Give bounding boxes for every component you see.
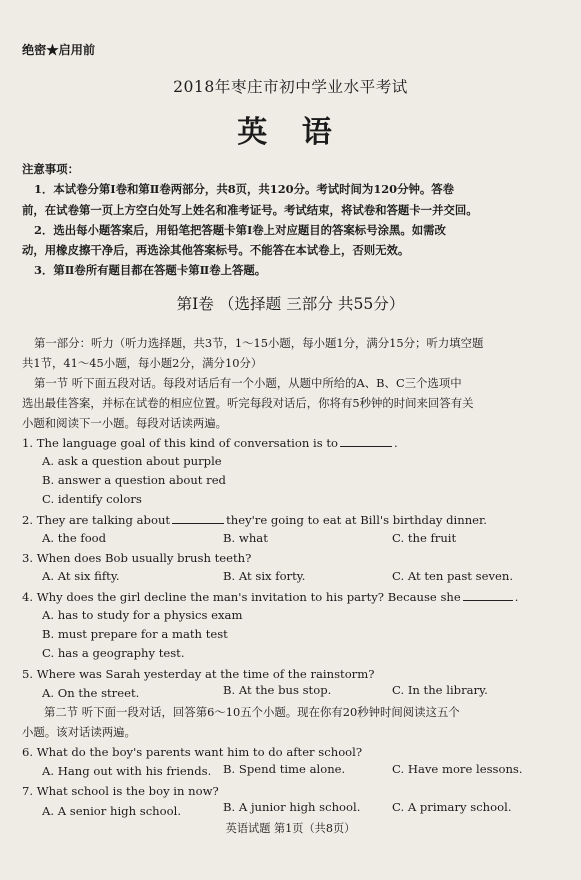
exam-title: 2018年枣庄市初中学业水平考试 [173,78,408,96]
notes-line-3: 2．选出每小题答案后，用铅笔把答题卡第Ⅰ卷上对应题目的答案标号涂黑。如需改 [34,223,446,237]
question-1-option-c: C. identify colors [42,492,142,506]
secret-mark: 绝密★启用前 [22,43,96,57]
question-5-option-c: C. In the library. [392,683,488,697]
question-4-option-b: B. must prepare for a math test [42,627,228,641]
question-7-stem: 7. What school is the boy in now? [22,784,219,798]
question-5-stem: 5. Where was Sarah yesterday at the time of the rainstorm? [22,667,375,681]
subject-title: 英 语 [237,115,344,150]
part1-title: 第Ⅰ卷 （选择题 三部分 共55分） [176,295,405,313]
question-6-stem: 6. What do the boy's parents want him to do after school? [22,745,363,759]
question-2-option-a: A. the food [42,531,107,545]
question-3-option-c: C. At ten past seven. [392,569,514,583]
question-2-stem: 2. They are talking about they're going to eat at Bill's birthday dinner. [22,513,487,527]
question-7-option-a: A. A senior high school. [42,804,182,818]
question-5-option-b: B. At the bus stop. [223,683,332,697]
question-2-option-b: B. what [223,531,268,545]
answer-blank [463,591,513,601]
question-1-stem: 1. The language goal of this kind of conversation is to . [22,436,398,450]
question-6-option-c: C. Have more lessons. [392,762,523,776]
page-footer: 英语试题 第1页（共8页） [225,822,356,835]
notes-line-5: 3．第Ⅱ卷所有题目都在答题卡第Ⅱ卷上答题。 [34,263,267,277]
part1-desc-line-2: 共1节，41～45小题，每小题2分，满分10分） [22,356,263,370]
section1-line-2: 选出最佳答案，并标在试卷的相应位置。听完每段对话后，你将有5秒钟的时间来回答有关 [22,396,474,410]
question-3-option-a: A. At six fifty. [42,569,120,583]
section1-line-1: 第一节 听下面五段对话。每段对话后有一个小题，从题中所给的A、B、C三个选项中 [34,376,462,390]
question-6-option-a: A. Hang out with his friends. [42,764,212,778]
section2-line-2: 小题。该对话读两遍。 [22,725,136,739]
question-1-option-b: B. answer a question about red [42,473,226,487]
section2-line-1: 第二节 听下面一段对话，回答第6～10五个小题。现在你有20秒钟时间阅读这五个 [44,705,460,719]
part1-desc-line-1: 第一部分：听力（听力选择题，共3节，1～15小题，每小题1分，满分15分；听力填空题 [34,336,484,350]
question-3-stem: 3. When does Bob usually brush teeth? [22,551,252,565]
answer-blank [340,437,392,447]
answer-blank [172,514,224,524]
question-4-option-c: C. has a geography test. [42,646,185,660]
notes-line-1: 1．本试卷分第Ⅰ卷和第Ⅱ卷两部分，共8页，共120分。考试时间为120分钟。答卷 [34,182,455,196]
notes-heading: 注意事项： [22,162,79,176]
question-3-option-b: B. At six forty. [223,569,306,583]
question-6-option-b: B. Spend time alone. [223,762,346,776]
question-4-stem: 4. Why does the girl decline the man's invitation to his party? Because she . [22,590,519,604]
question-7-option-b: B. A junior high school. [223,800,361,814]
question-5-option-a: A. On the street. [42,686,140,700]
question-4-option-a: A. has to study for a physics exam [42,608,243,622]
question-2-option-c: C. the fruit [392,531,457,545]
notes-line-2: 前，在试卷第一页上方空白处写上姓名和准考证号。考试结束，将试卷和答题卡一并交回。 [22,203,478,217]
question-1-option-a: A. ask a question about purple [42,454,222,468]
notes-line-4: 动，用橡皮擦干净后，再选涂其他答案标号。不能答在本试卷上，否则无效。 [22,243,410,257]
question-7-option-c: C. A primary school. [392,800,512,814]
section1-line-3: 小题和阅读下一小题。每段对话读两遍。 [22,416,228,430]
